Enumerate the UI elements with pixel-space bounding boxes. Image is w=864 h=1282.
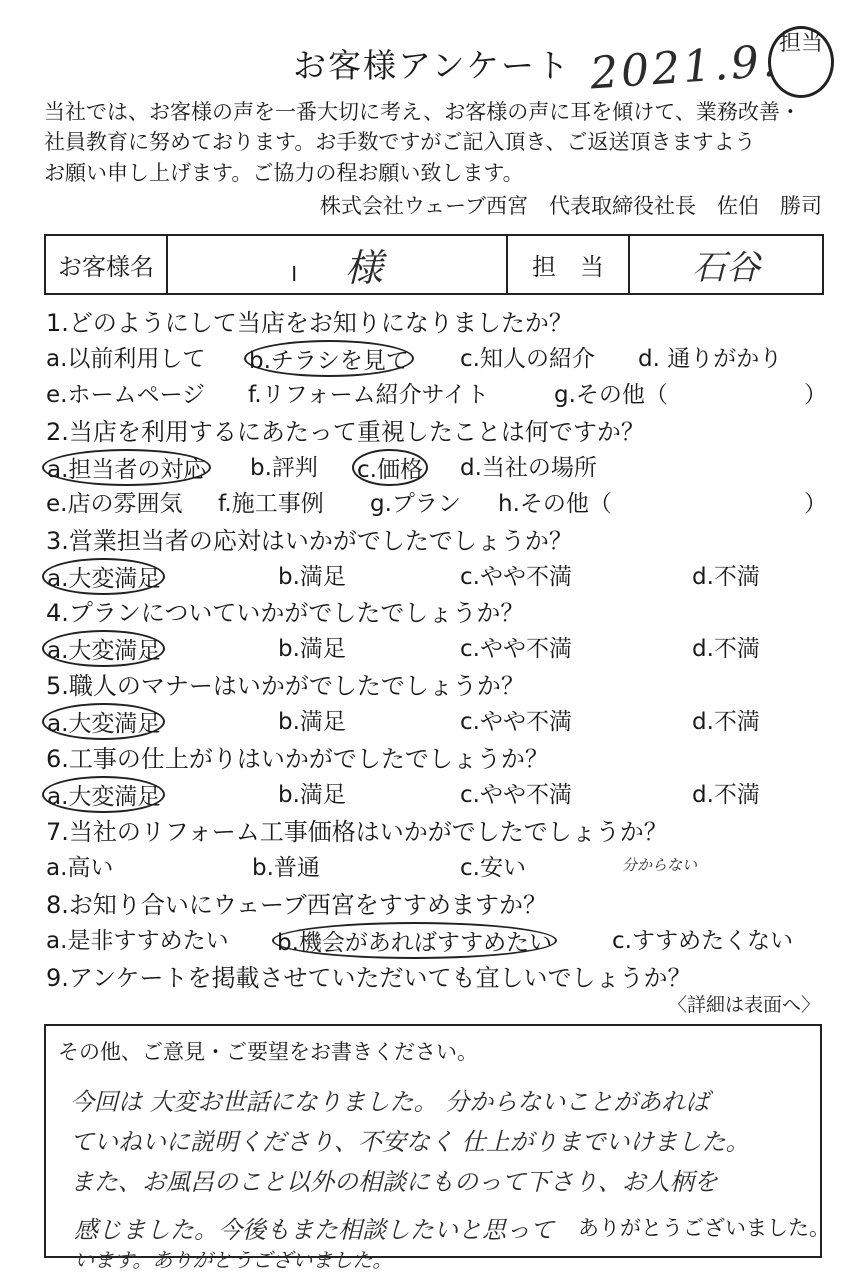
customer-table	[44, 234, 824, 295]
q1-option-e: e.ホームページ	[46, 382, 206, 408]
q8-option-b-selected: b.機会があればすすめたい	[272, 922, 557, 959]
question-9: 9.アンケートを掲載させていただいても宜しいでしょうか？	[46, 964, 692, 992]
q1-option-a: a.以前利用して	[46, 346, 206, 372]
q3-option-d: d.不満	[692, 564, 760, 590]
q2-option-e: e.店の雰囲気	[46, 491, 183, 517]
q3-option-a-selected: a.大変満足	[42, 558, 165, 595]
comment-box-title: その他、ご意見・ご要望をお書きください。	[58, 1040, 478, 1064]
q6-option-b: b.満足	[278, 782, 346, 808]
q6-option-d: d.不満	[692, 782, 760, 808]
question-4: 4.プランについていかがでしたでしょうか？	[46, 599, 525, 627]
company-signature: 株式会社ウェーブ西宮 代表取締役社長 佐伯 勝司	[319, 194, 822, 218]
q2-option-d: d.当社の場所	[460, 455, 597, 481]
handwritten-date: 2021.9.	[588, 35, 781, 100]
customer-name-label: お客様名	[45, 235, 167, 294]
question-5: 5.職人のマナーはいかがでしたでしょうか？	[46, 672, 525, 700]
q7-option-c: c.安い	[460, 855, 526, 881]
q2-option-b: b.評判	[250, 455, 318, 481]
intro-line-1: 当社では、お客様の声を一番大切に考え、お客様の声に耳を傾けて、業務改善・	[44, 100, 801, 124]
q8-option-c: c.すすめたくない	[612, 928, 794, 954]
q3-option-c: c.やや不満	[460, 564, 572, 590]
q1-option-g-close: ）	[804, 382, 827, 408]
q7-option-b: b.普通	[252, 855, 320, 881]
q1-option-f: f.リフォーム紹介サイト	[248, 382, 489, 408]
printed-thanks: ありがとうございました。	[578, 1216, 830, 1240]
q7-handwritten-note: 分からない	[622, 856, 698, 874]
q2-option-c-selected: c.価格	[352, 449, 428, 486]
page-title: お客様アンケート	[292, 46, 572, 85]
customer-name-cell	[167, 235, 507, 294]
q2-option-h: h.その他（	[498, 491, 612, 517]
q1-option-c: c.知人の紹介	[460, 346, 595, 372]
q4-option-a-selected: a.大変満足	[42, 630, 165, 667]
q1-option-b-selected: b.チラシを見て	[244, 340, 414, 377]
customer-name-value: 様	[344, 246, 383, 290]
q4-option-d: d.不満	[692, 636, 760, 662]
comment-line-2: ていねいに説明くださり、不安なく 仕上がりまでいけました。	[70, 1128, 750, 1156]
q9-details-note: 〈詳細は表面へ〉	[667, 994, 820, 1016]
intro-line-2: 社員教育に努めております。お手数ですがご記入頂き、ご返送頂きますよう	[44, 130, 756, 154]
q7-option-a: a.高い	[46, 855, 114, 881]
comment-line-4: 感じました。今後もまた相談したいと思って	[74, 1216, 554, 1244]
question-3: 3.営業担当者の応対はいかがでしたでしょうか？	[46, 527, 573, 555]
comment-line-1: 今回は 大変お世話になりました。 分からないことがあれば	[70, 1088, 710, 1116]
question-2: 2.当店を利用するにあたって重視したことは何ですか？	[46, 418, 645, 446]
q1-option-d: d. 通りがかり	[638, 346, 783, 372]
q1-option-g: g.その他（	[554, 382, 668, 408]
question-1: 1.どのようにして当店をお知りになりましたか？	[46, 309, 573, 337]
q5-option-a-selected: a.大変満足	[42, 703, 165, 740]
question-8: 8.お知り合いにウェーブ西宮をすすめますか？	[46, 891, 547, 919]
q4-option-b: b.満足	[278, 636, 346, 662]
q6-option-a-selected: a.大変満足	[42, 776, 165, 813]
q5-option-c: c.やや不満	[460, 709, 572, 735]
staff-value: 石谷	[629, 235, 823, 294]
question-6: 6.工事の仕上がりはいかがでしたでしょうか？	[46, 745, 549, 773]
comment-line-5: います。ありがとうございました。	[74, 1248, 393, 1272]
staff-stamp: 担当	[768, 26, 834, 98]
q2-option-f: f.施工事例	[218, 491, 324, 517]
q2-option-g: g.プラン	[370, 491, 461, 517]
staff-label: 担 当	[507, 235, 629, 294]
q3-option-b: b.満足	[278, 564, 346, 590]
q5-option-b: b.満足	[278, 709, 346, 735]
q2-option-a-selected: a.担当者の対応	[42, 449, 211, 486]
intro-line-3: お願い申し上げます。ご協力の程お願い致します。	[44, 161, 524, 185]
q5-option-d: d.不満	[692, 709, 760, 735]
question-7: 7.当社のリフォーム工事価格はいかがでしたでしょうか？	[46, 818, 668, 846]
comment-line-3: また、お風呂のこと以外の相談にものって下さり、お人柄を	[70, 1168, 718, 1196]
q2-option-h-close: ）	[804, 491, 827, 517]
customer-initial: I	[291, 262, 298, 286]
q4-option-c: c.やや不満	[460, 636, 572, 662]
q8-option-a: a.是非すすめたい	[46, 928, 229, 954]
q6-option-c: c.やや不満	[460, 782, 572, 808]
